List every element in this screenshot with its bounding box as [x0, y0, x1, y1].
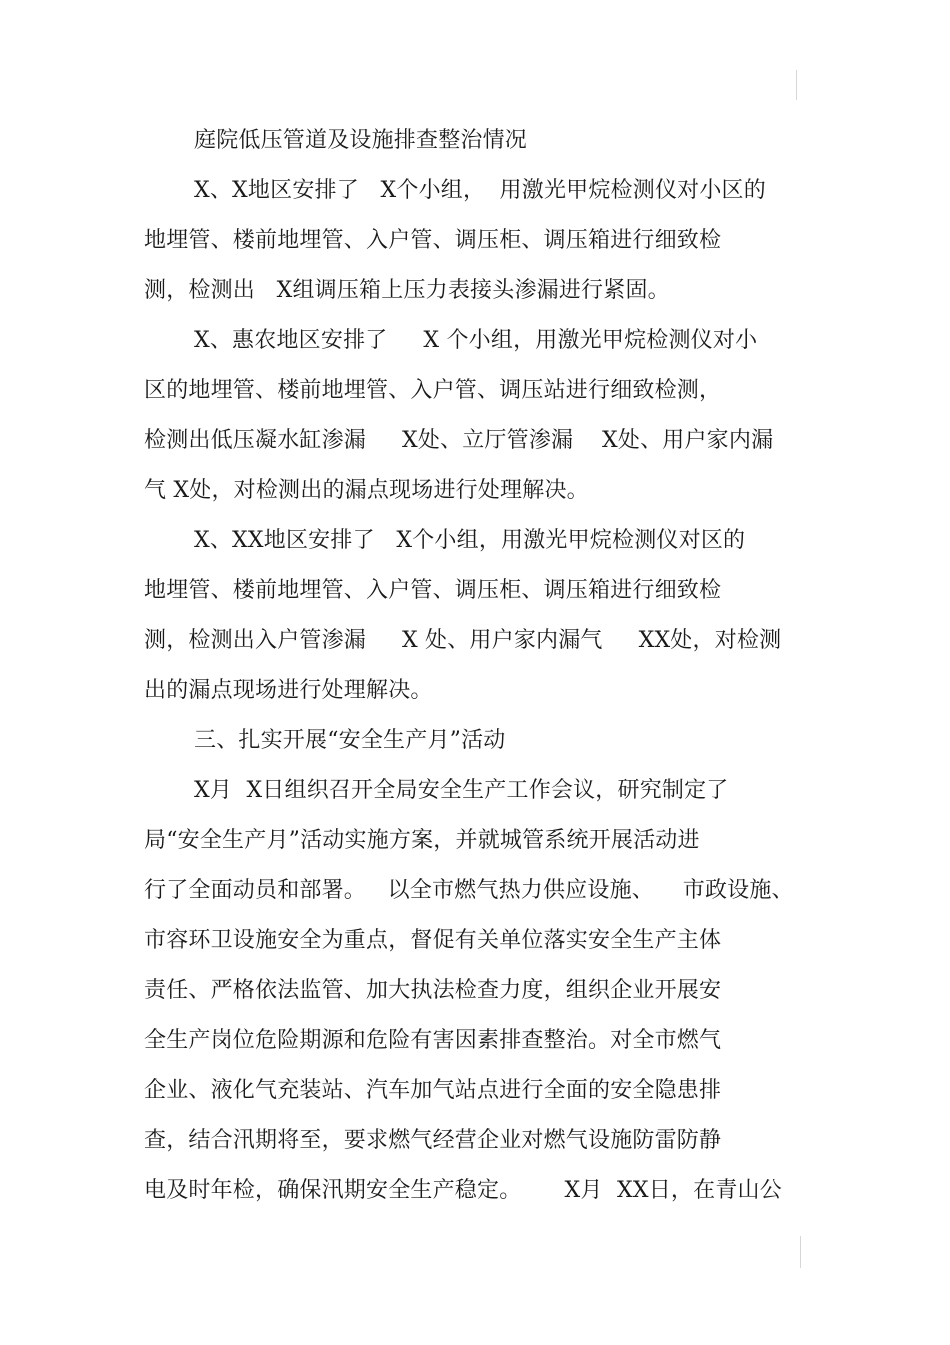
paragraph-line: 局“安全生产月”活动实施方案，并就城管系统开展活动进 [144, 828, 700, 853]
paragraph-line: 区的地埋管、楼前地埋管、入户管、调压站进行细致检测， [144, 378, 722, 403]
paragraph-line: 地埋管、楼前地埋管、入户管、调压柜、调压箱进行细致检 [144, 578, 722, 603]
page-edge-mark-bottom [800, 1236, 801, 1268]
paragraph-line: 检测出低压凝水缸渗漏 X处、立厅管渗漏 X处、用户家内漏 [144, 428, 774, 453]
paragraph-line: X、惠农地区安排了 X 个小组，用激光甲烷检测仪对小 [194, 328, 758, 353]
paragraph-line: 全生产岗位危险期源和危险有害因素排查整治。对全市燃气 [144, 1028, 722, 1053]
paragraph-line: 电及时年检，确保汛期安全生产稳定。 X月 XX日，在青山公 [144, 1178, 782, 1203]
paragraph-line: X月 X日组织召开全局安全生产工作会议，研究制定了 [194, 778, 729, 803]
paragraph-line: X、X地区安排了 X个小组， 用激光甲烷检测仪对小区的 [194, 178, 766, 203]
paragraph-line: 测，检测出 X组调压箱上压力表接头渗漏进行紧固。 [144, 278, 670, 303]
page-edge-mark-top [796, 70, 797, 100]
section-heading-courtyard-pipes: 庭院低压管道及设施排查整治情况 [194, 128, 528, 153]
paragraph-line: 查，结合汛期将至，要求燃气经营企业对燃气设施防雷防静 [144, 1128, 722, 1153]
paragraph-line: 行了全面动员和部署。 以全市燃气热力供应设施、 市政设施、 [144, 878, 794, 903]
paragraph-line: 气 X处，对检测出的漏点现场进行处理解决。 [144, 478, 589, 503]
paragraph-line: 测，检测出入户管渗漏 X 处、用户家内漏气 XX处，对检测 [144, 628, 782, 653]
paragraph-line: X、XX地区安排了 X个小组，用激光甲烷检测仪对区的 [194, 528, 746, 553]
paragraph-line: 企业、液化气充装站、汽车加气站点进行全面的安全隐患排 [144, 1078, 722, 1103]
paragraph-line: 市容环卫设施安全为重点，督促有关单位落实安全生产主体 [144, 928, 722, 953]
section-heading-safety-month: 三、扎实开展“安全生产月”活动 [194, 728, 506, 753]
paragraph-line: 地埋管、楼前地埋管、入户管、调压柜、调压箱进行细致检 [144, 228, 722, 253]
paragraph-line: 责任、严格依法监管、加大执法检查力度，组织企业开展安 [144, 978, 722, 1003]
document-body [144, 122, 804, 1222]
paragraph-line: 出的漏点现场进行处理解决。 [144, 678, 433, 703]
